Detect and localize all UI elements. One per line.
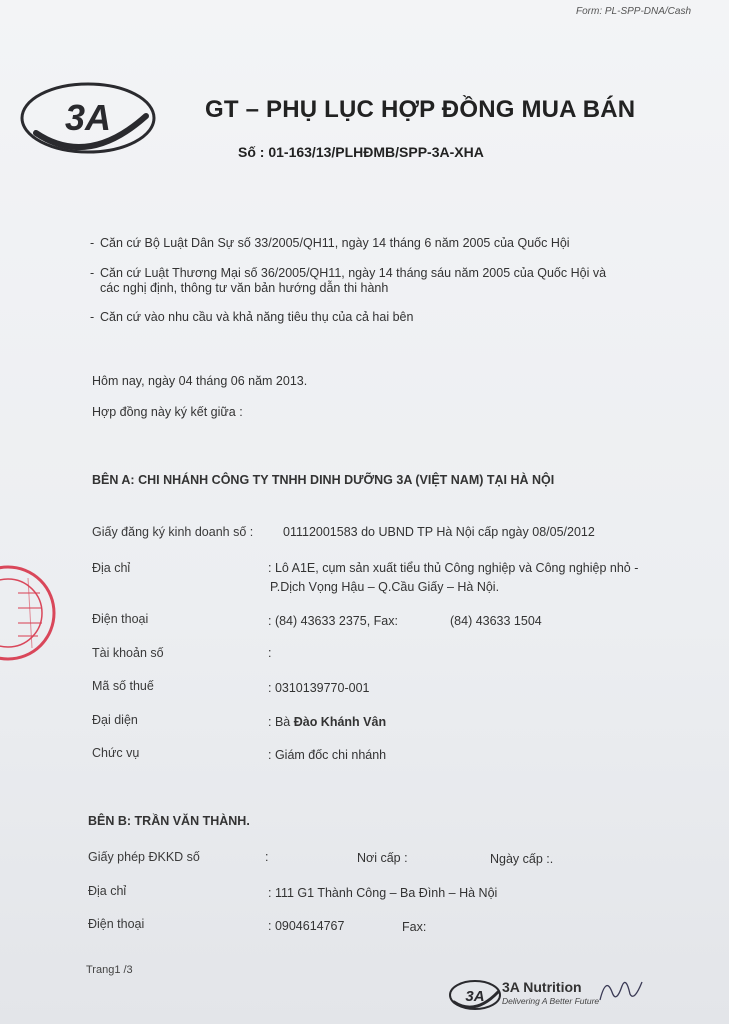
tax-label: Mã số thuế — [92, 679, 154, 693]
party-a-heading: BÊN A: CHI NHÁNH CÔNG TY TNHH DINH DƯỠNG 3A (VIỆT NAM) TẠI HÀ NỘI — [92, 473, 555, 487]
representative-label: Đại diện — [92, 713, 138, 727]
signed-between: Hợp đồng này ký kết giữa : — [92, 405, 243, 419]
document-number: Số : 01-163/13/PLHĐMB/SPP-3A-XHA — [238, 144, 484, 160]
business-reg-value: 01112001583 do UBND TP Hà Nội cấp ngày 08/05/2012 — [283, 525, 595, 539]
svg-text:3A: 3A — [465, 988, 485, 1005]
svg-text:3A: 3A — [64, 97, 112, 138]
license-colon: : — [265, 850, 269, 864]
basis-item: - Căn cứ Luật Thương Mại số 36/2005/QH11, ngày 14 tháng sáu năm 2005 của Quốc Hội và các nghị định, thông tư văn bản hướng dẫn thi hành — [90, 266, 607, 295]
address-value: : Lô A1E, cụm sản xuất tiểu thủ Công nghiệp và Công nghiệp nhỏ - — [268, 561, 639, 575]
brand-name: 3A Nutrition — [502, 979, 582, 995]
tax-value: : 0310139770-001 — [268, 681, 370, 695]
page-number: Trang1 /3 — [86, 964, 133, 976]
form-id: Form: PL-SPP-DNA/Cash — [576, 6, 692, 17]
document-title: GT – PHỤ LỤC HỢP ĐỒNG MUA BÁN — [205, 96, 636, 123]
brand-tagline: Delivering A Better Future — [502, 996, 600, 1006]
company-logo — [18, 78, 158, 163]
account-label: Tài khoản số — [92, 646, 164, 660]
basis-item: - Căn cứ Bộ Luật Dân Sự số 33/2005/QH11, ngày 14 tháng 6 năm 2005 của Quốc Hội — [90, 236, 570, 250]
representative-name: Đào Khánh Vân — [293, 715, 387, 729]
issued-by-label: Nơi cấp : — [357, 851, 408, 865]
signature — [596, 970, 646, 1015]
date-line: Hôm nay, ngày 04 tháng 06 năm 2013. — [92, 374, 308, 388]
party-b-address-label: Địa chỉ — [88, 884, 127, 898]
position-value: : Giám đốc chi nhánh — [268, 748, 387, 762]
phone-label: Điện thoại — [92, 612, 149, 626]
issued-date-label: Ngày cấp :. — [490, 852, 554, 866]
company-stamp — [0, 548, 58, 683]
business-reg-label: Giấy đăng ký kinh doanh số : — [92, 525, 254, 539]
party-b-heading: BÊN B: TRẦN VĂN THÀNH. — [88, 814, 250, 828]
party-b-phone-value: : 0904614767 — [268, 919, 345, 933]
party-b-phone-label: Điện thoại — [88, 917, 145, 931]
account-value: : — [268, 646, 272, 660]
phone-value: : (84) 43633 2375, Fax: — [268, 614, 398, 628]
fax-value: (84) 43633 1504 — [450, 614, 542, 628]
address-value-2: P.Dịch Vọng Hậu – Q.Cầu Giấy – Hà Nội. — [270, 580, 500, 594]
representative-value: : Bà Đào Khánh Vân — [268, 715, 387, 729]
basis-item: - Căn cứ vào nhu cầu và khả năng tiêu thụ của cả hai bên — [90, 310, 414, 324]
position-label: Chức vụ — [92, 746, 140, 760]
brand-logo — [448, 978, 502, 1017]
address-label: Địa chỉ — [92, 561, 131, 575]
party-b-address-value: : 111 G1 Thành Công – Ba Đình – Hà Nội — [268, 886, 498, 900]
license-label: Giấy phép ĐKKD số — [88, 850, 200, 864]
party-b-fax-label: Fax: — [402, 920, 427, 934]
